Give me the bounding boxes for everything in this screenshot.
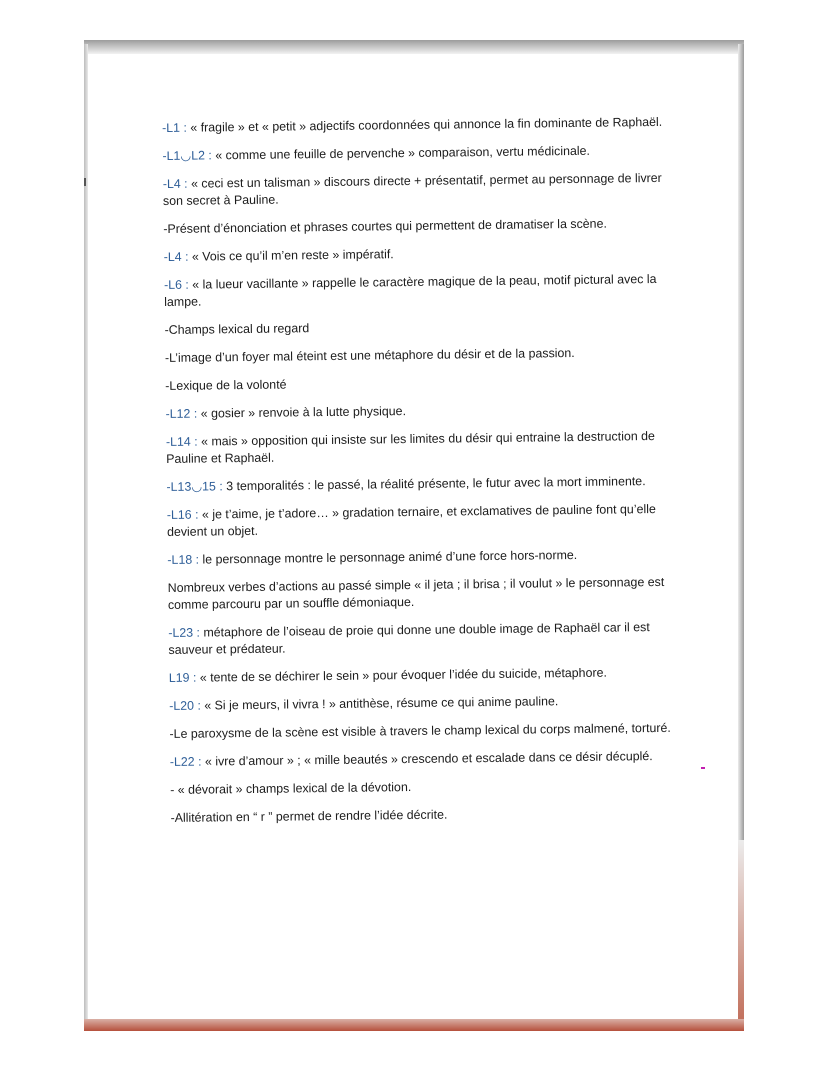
note-line-11: -L14 : « mais » opposition qui insiste sur les limites du désir qui entraine la destruction de Pauline et Raphaël. [165, 429, 655, 466]
note-line-16: -L23 : métaphore de l’oiseau de proie qui donne une double image de Raphaël car il est sauveur et prédateur. [168, 620, 650, 657]
note-line-18: -L20 : « Si je meurs, il vivra ! » antithèse, résume ce qui anime pauline. [169, 694, 559, 713]
note-line-14: -L18 : le personnage montre le personnage animé d’une force hors-norme. [167, 547, 578, 567]
note-line-9: -Lexique de la volonté [165, 377, 287, 393]
paper-bottom-edge [84, 1019, 744, 1031]
margin-stroke [84, 178, 86, 186]
note-line-4: -Présent d’énonciation et phrases courtes qui permettent de dramatiser la scène. [163, 216, 607, 236]
note-line-10: -L12 : « gosier » renvoie à la lutte physique. [165, 404, 407, 421]
note-line-19: -Le paroxysme de la scène est visible à travers le champ lexical du corps malmené, torturé. [169, 720, 671, 741]
note-line-5: -L4 : « Vois ce qu’il m’en reste » impératif. [163, 247, 394, 264]
note-line-12: -L13◡15 : 3 temporalités : le passé, la réalité présente, le futur avec la mort imminente. [166, 474, 646, 494]
note-line-22: -Allitération en “ r ” permet de rendre l’idée décrite. [170, 807, 448, 825]
note-line-1: -L1 : « fragile » et « petit » adjectifs coordonnées qui annonce la fin dominante de Raphaël. [162, 114, 663, 135]
paper-sheet [90, 54, 736, 1018]
pen-mark [701, 767, 705, 769]
note-line-2: -L1◡L2 : « comme une feuille de pervenche » comparaison, vertu médicinale. [162, 143, 591, 163]
paper-left-edge [84, 44, 88, 1029]
note-line-20: -L22 : « ivre d’amour » ; « mille beautés » crescendo et escalade dans ce désir décuplé. [169, 749, 653, 769]
note-line-17: L19 : « tente de se déchirer le sein » pour évoquer l’idée du suicide, métaphore. [168, 665, 607, 685]
paper-top-edge [84, 40, 744, 54]
paper-red-edge [738, 840, 744, 1030]
note-line-21: - « dévorait » champs lexical de la dévotion. [170, 780, 412, 797]
note-line-8: -L’image d’un foyer mal éteint est une métaphore du désir et de la passion. [164, 345, 575, 365]
note-line-7: -Champs lexical du regard [164, 321, 310, 337]
note-line-15: Nombreux verbes d’actions au passé simple « il jeta ; il brisa ; il voulut » le personnage est comme parcouru par un souffle démoniaque. [167, 574, 665, 612]
notes-body [162, 114, 675, 838]
note-line-13: -L16 : « je t’aime, je t’adore… » gradation ternaire, et exclamatives de pauline font qu’elle devient un objet. [166, 501, 656, 539]
note-line-3: -L4 : « ceci est un talisman » discours directe + présentatif, permet au personnage de livrer son secret à Pauline. [162, 170, 662, 208]
note-line-6: -L6 : « la lueur vacillante » rappelle le caractère magique de la peau, motif pictural avec la lampe. [163, 271, 657, 309]
